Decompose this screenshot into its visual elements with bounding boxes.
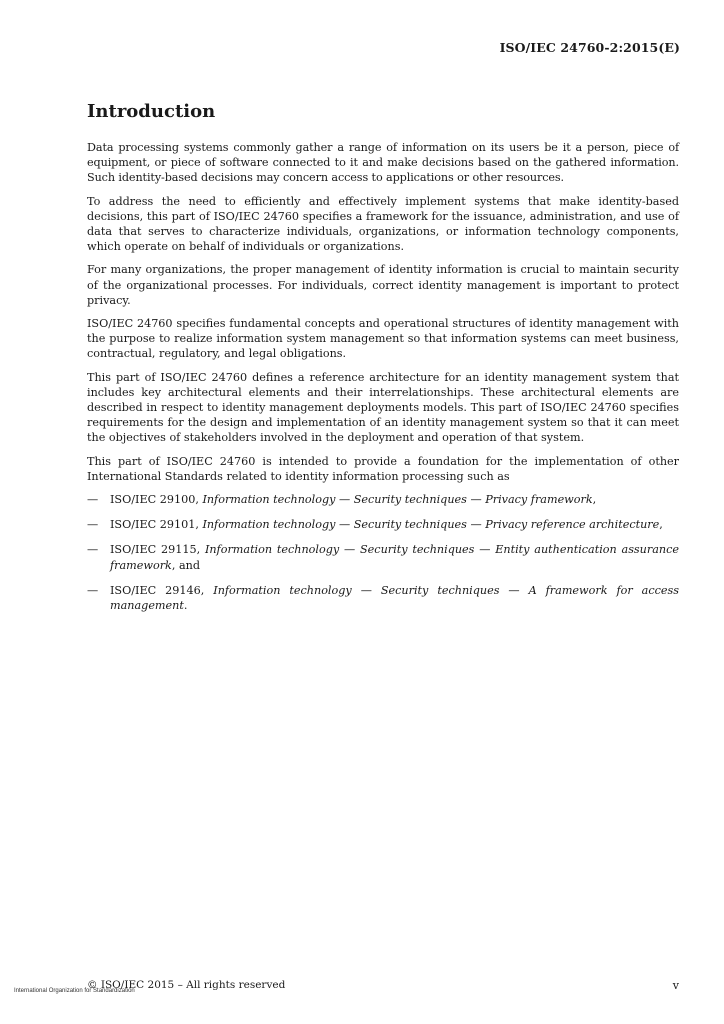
list-dash: — [87,493,99,507]
section-title: Introduction [87,101,216,122]
list-item [87,583,679,613]
reference-suffix: , and [171,558,200,572]
reference-suffix: , [592,493,597,507]
reference-title: Information technology — Security techniques — Privacy framework [202,493,593,507]
document-body [87,140,679,623]
reference-title: Information technology — Security techniques — Privacy reference architecture [202,518,660,532]
intro-paragraph-2: To address the need to efficiently and effectively implement systems that make identity-based decisions, this part of ISO/IEC 24760 specifies a framework for the issuance, administration, and use of data that serves to characterize individuals, organizations, or information technology components, which operate on behalf of individuals or organizations. [87,194,679,254]
list-dash: — [87,583,99,597]
list-item [87,542,679,572]
reference-code: ISO/IEC 29115, [110,543,201,557]
organization-watermark: International Organization for Standardization [14,988,135,994]
intro-paragraph-1: Data processing systems commonly gather a range of information on its users be it a person, piece of equipment, or piece of software connected to it and make decisions based on the gathered information. Such identity-based decisions may concern access to applications or other resources. [87,141,679,185]
reference-suffix: . [183,599,188,613]
reference-code: ISO/IEC 29146, [110,583,205,597]
page-number: v [672,979,679,992]
reference-suffix: , [659,518,663,532]
list-dash: — [87,518,99,532]
intro-paragraph-6: This part of ISO/IEC 24760 is intended to provide a foundation for the implementation of other International Standards related to identity information processing such as [87,454,679,483]
list-item [87,492,679,507]
intro-paragraph-4: ISO/IEC 24760 specifies fundamental concepts and operational structures of identity management with the purpose to realize information system management so that information systems can meet business, contractual, regulatory, and legal obligations. [87,317,679,361]
reference-list [87,492,679,613]
document-identifier: ISO/IEC 24760-2:2015(E) [499,40,680,55]
reference-title: Information technology — Security techniques — A framework for access management [110,583,679,613]
list-item [87,517,679,532]
reference-code: ISO/IEC 29101, [110,518,199,532]
intro-paragraph-5: This part of ISO/IEC 24760 defines a reference architecture for an identity management system that includes key architectural elements and their interrelationships. These architectural elements are described in respect to identity management deployments models. This part of ISO/IEC 24760 specifies requirements for the design and implementation of an identity management system so that it can meet the objectives of stakeholders involved in the deployment and operation of that system. [87,370,679,445]
reference-code: ISO/IEC 29100, [110,493,199,507]
intro-paragraph-3: For many organizations, the proper management of identity information is crucial to maintain security of the organizational processes. For individuals, correct identity management is important to protect privacy. [87,263,679,307]
reference-title: Information technology — Security techniques — Entity authentication assurance framework [110,543,679,572]
list-dash: — [87,543,99,557]
copyright-notice: © ISO/IEC 2015 – All rights reserved [87,979,286,991]
